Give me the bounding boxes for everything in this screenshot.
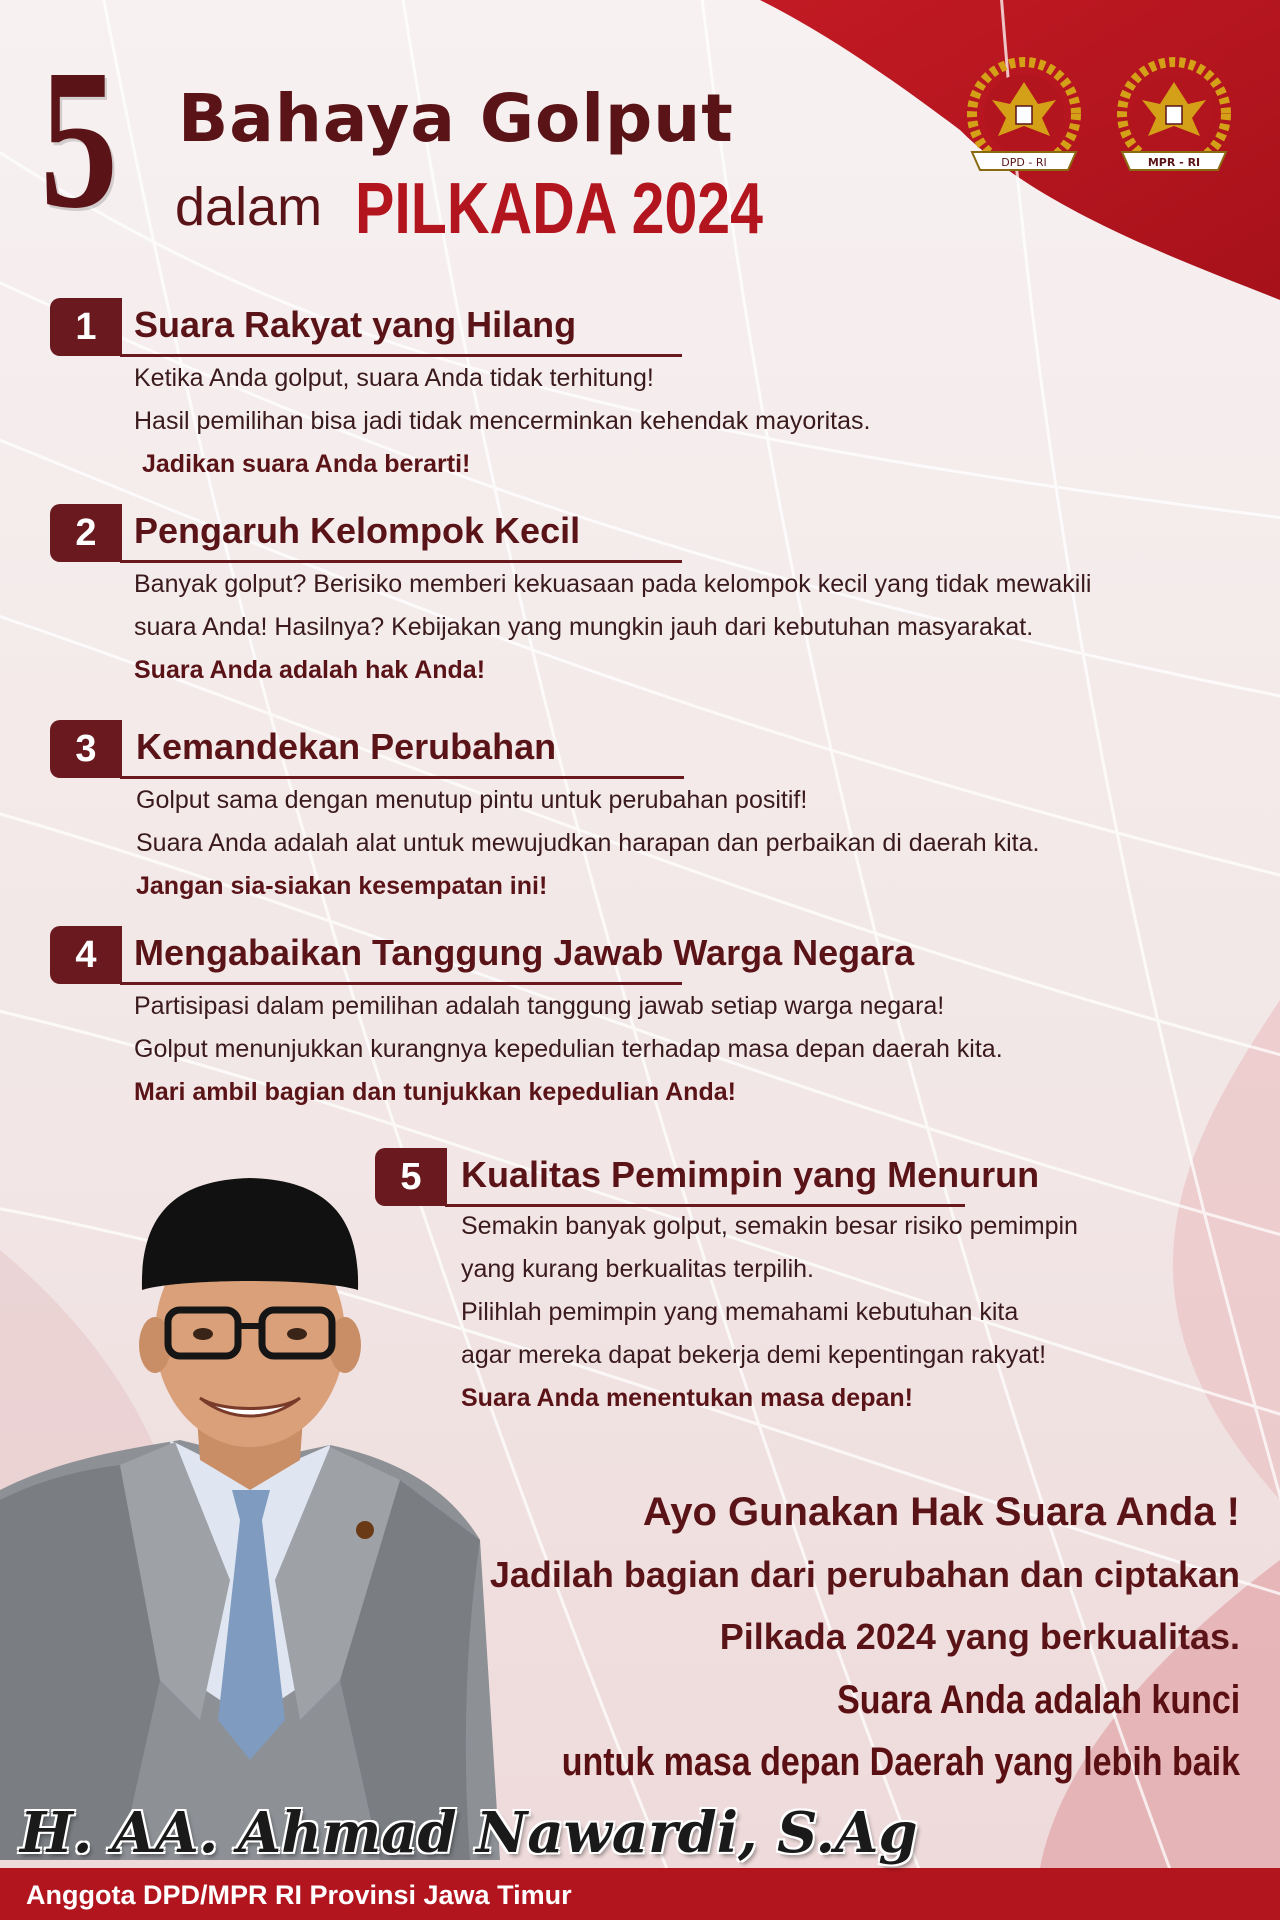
closing-line: Ayo Gunakan Hak Suara Anda ! bbox=[642, 1490, 1240, 1534]
item-title: Mengabaikan Tanggung Jawab Warga Negara bbox=[134, 932, 915, 973]
item-text-line: suara Anda! Hasilnya? Kebijakan yang mungkin jauh dari kebutuhan masyarakat. bbox=[134, 613, 1034, 641]
item-emphasis: Jadikan suara Anda berarti! bbox=[142, 450, 471, 478]
title-underline bbox=[120, 776, 684, 779]
title-underline bbox=[120, 354, 682, 357]
item-emphasis: Jangan sia-siakan kesempatan ini! bbox=[136, 872, 548, 900]
item-text-line: Partisipasi dalam pemilihan adalah tanggung jawab setiap warga negara! bbox=[134, 992, 945, 1020]
item-text-line: Pilihlah pemimpin yang memahami kebutuhan kita bbox=[461, 1298, 1019, 1326]
garuda-emblem-icon bbox=[1110, 52, 1238, 182]
title-underline bbox=[120, 982, 682, 985]
item-title: Pengaruh Kelompok Kecil bbox=[134, 510, 581, 551]
garuda-emblem-icon bbox=[960, 52, 1088, 182]
svg-text:DPD - RI: DPD - RI bbox=[1001, 156, 1047, 169]
item-number-badge: 5 bbox=[375, 1148, 447, 1206]
item-text-line: yang kurang berkualitas terpilih. bbox=[461, 1255, 814, 1283]
item-title: Kemandekan Perubahan bbox=[136, 726, 557, 767]
item-text-line: Hasil pemilihan bisa jadi tidak mencerminkan kehendak mayoritas. bbox=[134, 407, 871, 435]
closing-line: Suara Anda adalah kunci bbox=[836, 1678, 1240, 1722]
mpr-ri-logo bbox=[1110, 52, 1238, 182]
item-text-line: Suara Anda adalah alat untuk mewujudkan harapan dan perbaikan di daerah kita. bbox=[136, 829, 1040, 857]
item-text-line: Golput menunjukkan kurangnya kepedulian terhadap masa depan daerah kita. bbox=[134, 1035, 1003, 1063]
item-text-line: Golput sama dengan menutup pintu untuk perubahan positif! bbox=[136, 786, 808, 814]
page-title: Bahaya Golput bbox=[178, 80, 734, 157]
closing-line: untuk masa depan Daerah yang lebih baik bbox=[561, 1740, 1240, 1784]
item-text-line: Banyak golput? Berisiko memberi kekuasaan pada kelompok kecil yang tidak mewakili bbox=[134, 570, 1092, 598]
closing-line: Jadilah bagian dari perubahan dan ciptakan bbox=[489, 1554, 1240, 1595]
svg-text:MPR - RI: MPR - RI bbox=[1147, 156, 1201, 169]
item-number-badge: 3 bbox=[50, 720, 122, 778]
signature-name: H. AA. Ahmad Nawardi, S.Ag bbox=[20, 1800, 918, 1866]
item-text-line: Semakin banyak golput, semakin besar risiko pemimpin bbox=[461, 1212, 1078, 1240]
item-emphasis: Suara Anda adalah hak Anda! bbox=[134, 656, 486, 684]
item-number-badge: 4 bbox=[50, 926, 122, 984]
item-title: Suara Rakyat yang Hilang bbox=[134, 304, 577, 345]
item-number-badge: 1 bbox=[50, 298, 122, 356]
item-text-line: Ketika Anda golput, suara Anda tidak terhitung! bbox=[134, 364, 654, 392]
portrait-photo bbox=[0, 1160, 500, 1860]
title-dalam: dalam bbox=[175, 177, 323, 237]
title-underline bbox=[120, 560, 682, 563]
big-number: 5 bbox=[40, 29, 118, 250]
item-text-line: agar mereka dapat bekerja demi kepentingan rakyat! bbox=[461, 1341, 1047, 1369]
footer-bar bbox=[0, 1868, 1280, 1920]
closing-line: Pilkada 2024 yang berkualitas. bbox=[719, 1616, 1240, 1657]
title-underline bbox=[445, 1204, 965, 1207]
item-emphasis: Mari ambil bagian dan tunjukkan kepedulian Anda! bbox=[134, 1078, 736, 1106]
dpd-ri-logo bbox=[960, 52, 1088, 182]
title-pilkada: PILKADA 2024 bbox=[355, 169, 763, 249]
item-emphasis: Suara Anda menentukan masa depan! bbox=[461, 1384, 913, 1412]
footer-text: Anggota DPD/MPR RI Provinsi Jawa Timur bbox=[26, 1880, 572, 1910]
item-number-badge: 2 bbox=[50, 504, 122, 562]
item-title: Kualitas Pemimpin yang Menurun bbox=[461, 1154, 1040, 1195]
